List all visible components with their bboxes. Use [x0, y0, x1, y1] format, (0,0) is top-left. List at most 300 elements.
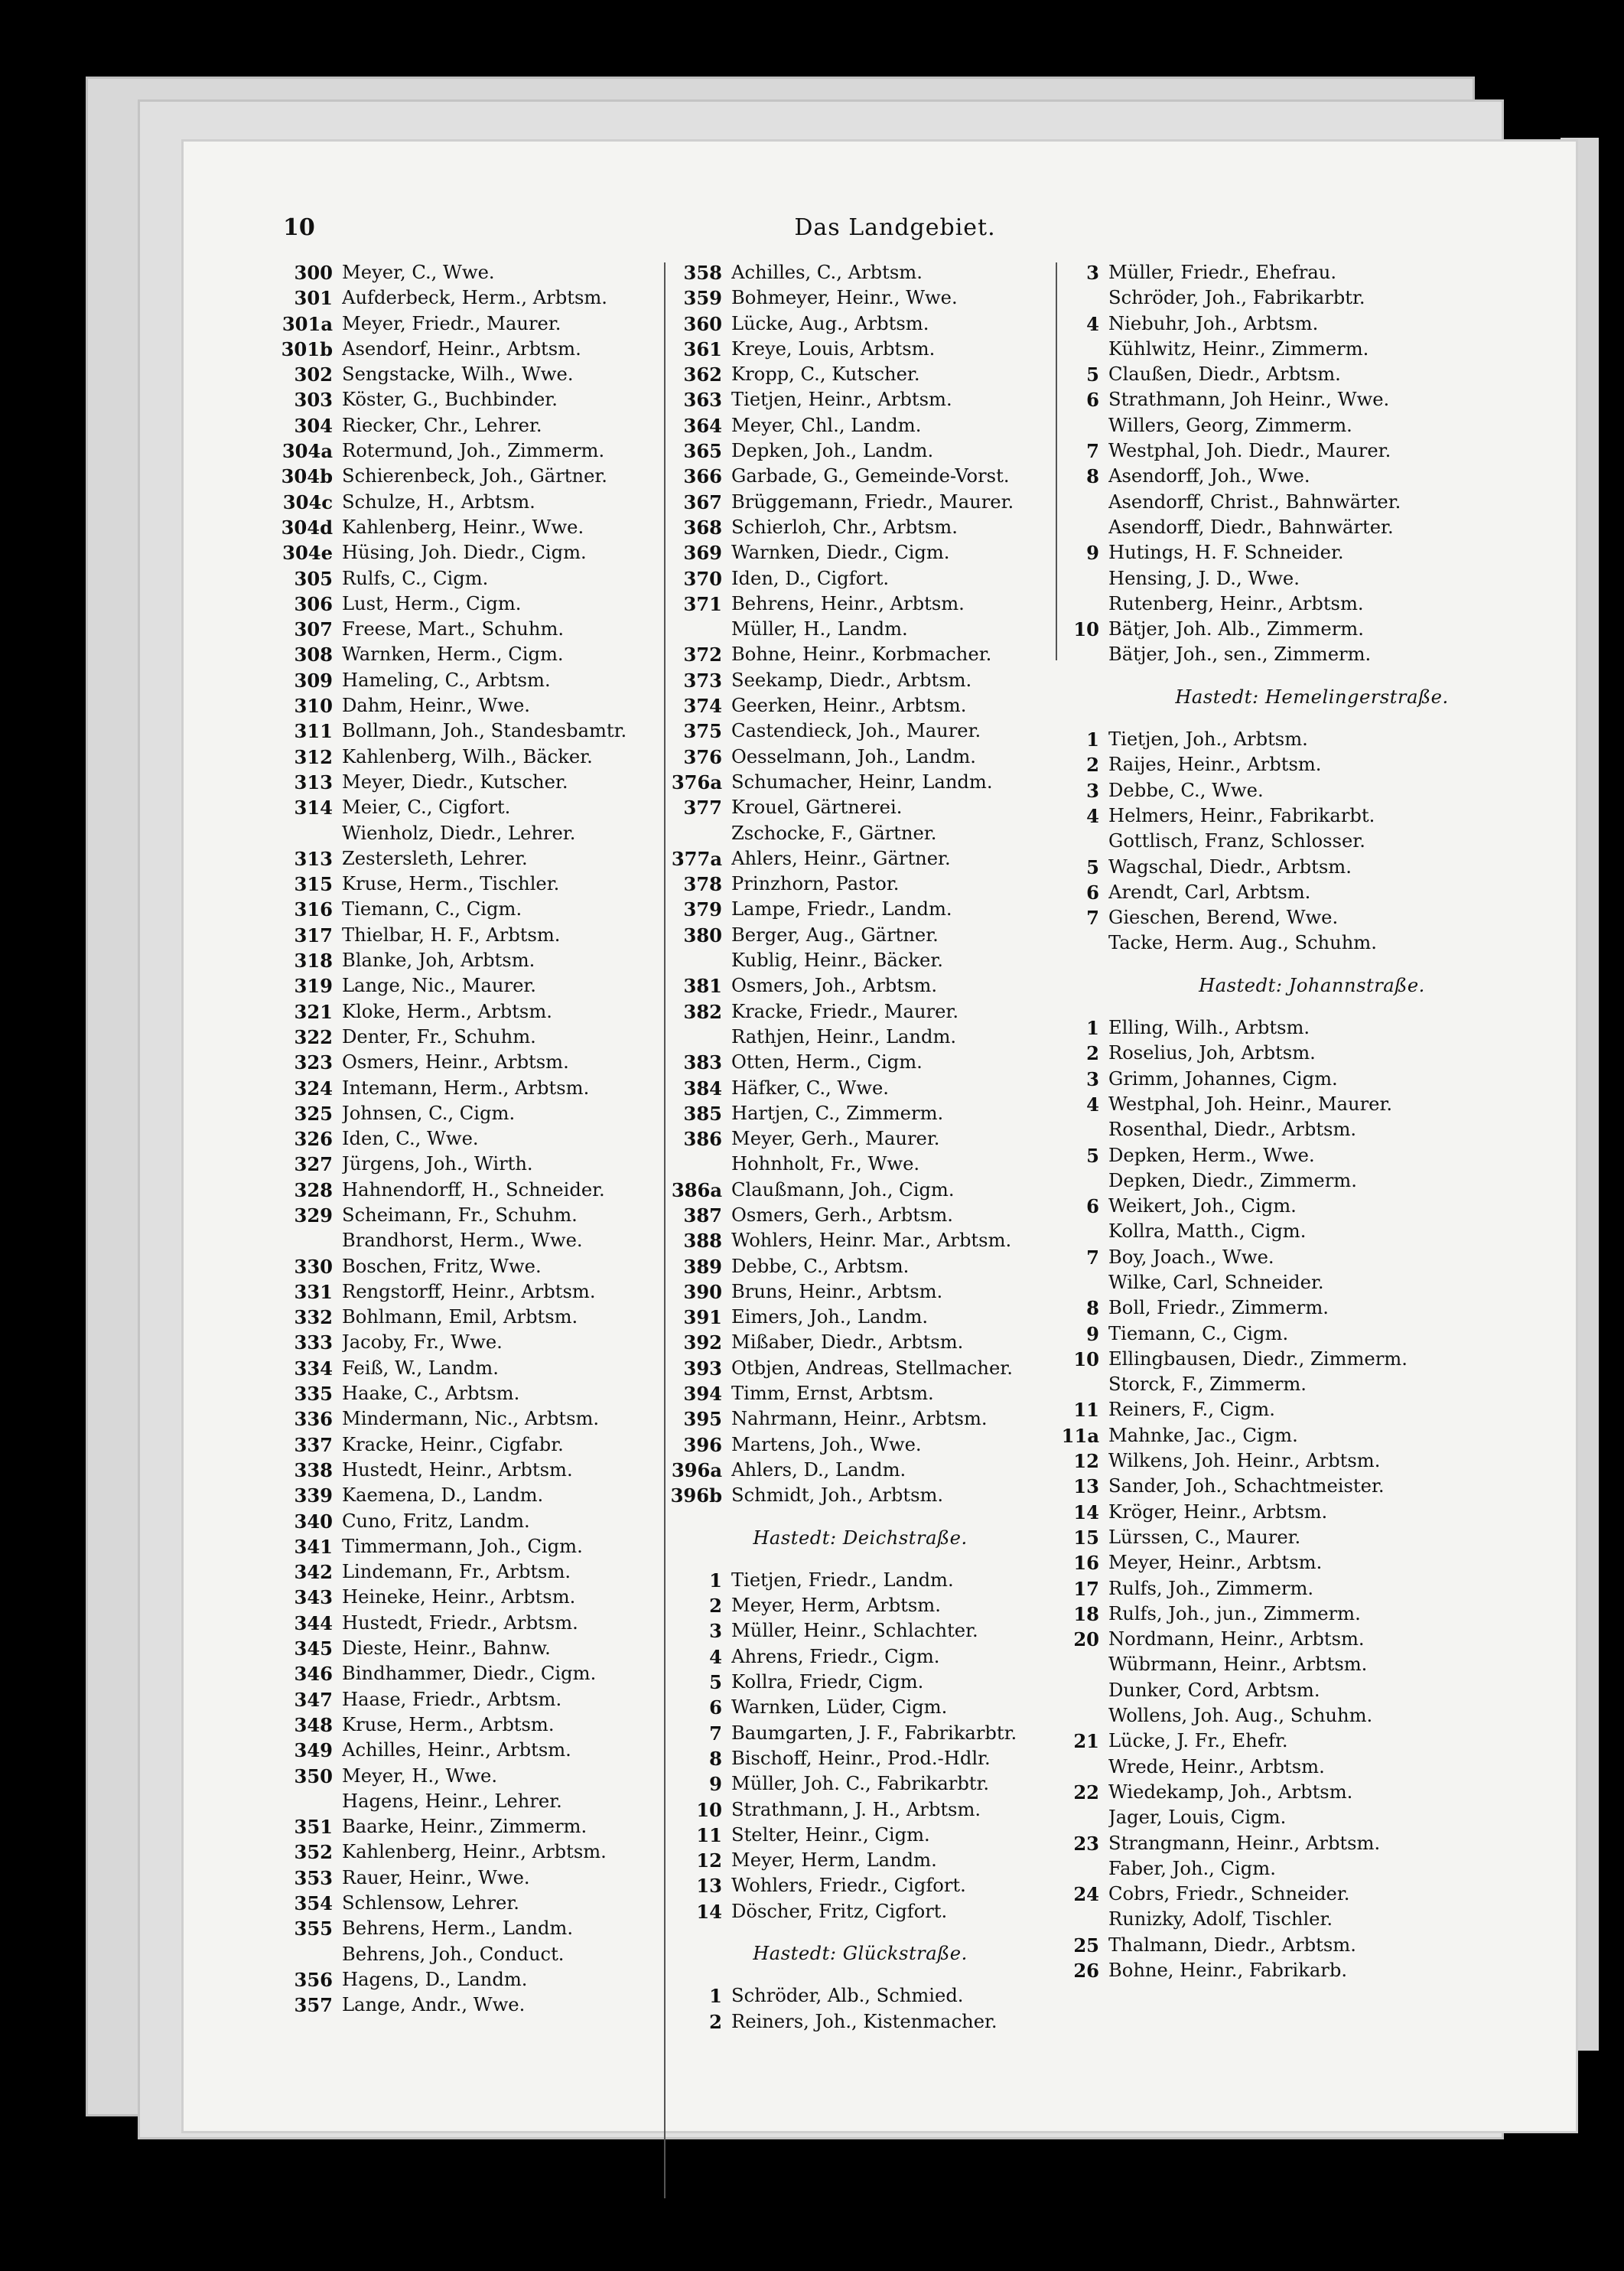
house-number: 350: [294, 1764, 333, 1787]
house-number: 344: [294, 1611, 333, 1634]
resident-entry: Tietjen, Friedr., Landm.: [731, 1569, 954, 1591]
list-item: [279, 1712, 662, 1738]
house-number: 375: [683, 720, 722, 743]
house-number: 13: [1073, 1475, 1099, 1498]
house-number: 3: [709, 1620, 722, 1643]
house-number: [1059, 490, 1108, 515]
house-number: 25: [1073, 1934, 1099, 1957]
house-number: 369: [683, 542, 722, 565]
list-item: [667, 1101, 1053, 1126]
house-number: 18: [1073, 1602, 1099, 1625]
list-item: [667, 1076, 1053, 1101]
resident-entry: Hüsing, Joh. Diedr., Cigm.: [342, 542, 587, 564]
house-number: 7: [1086, 440, 1099, 463]
street-heading: Hastedt: Johannstraße.: [1199, 974, 1425, 996]
resident-entry: Kaemena, D., Landm.: [342, 1484, 544, 1507]
house-number: 9: [709, 1773, 722, 1796]
street-heading: Hastedt: Hemelingerstraße.: [1175, 686, 1449, 708]
resident-entry: Müller, H., Landm.: [731, 618, 908, 640]
list-item: [279, 1279, 662, 1305]
resident-entry: Kühlwitz, Heinr., Zimmerm.: [1108, 337, 1369, 360]
house-number: [1059, 566, 1108, 591]
house-number: 337: [294, 1433, 333, 1456]
house-number: 5: [709, 1671, 722, 1694]
list-item: [667, 795, 1053, 820]
resident-entry: Asendorff, Joh., Wwe.: [1108, 465, 1310, 487]
house-number: 1: [709, 1985, 722, 2008]
list-item: [279, 821, 662, 846]
list-item: [667, 591, 1053, 617]
list-item: [1059, 1500, 1564, 1525]
list-item: [667, 285, 1053, 311]
house-number: 4: [709, 1645, 722, 1668]
resident-entry: Castendieck, Joh., Maurer.: [731, 720, 981, 742]
list-item: [1059, 1576, 1564, 1601]
column-rule: [1056, 262, 1057, 660]
resident-entry: Heineke, Heinr., Arbtsm.: [342, 1586, 576, 1608]
house-number: 385: [683, 1102, 722, 1125]
list-item: [279, 846, 662, 872]
house-number: 378: [683, 873, 722, 896]
list-item: [279, 1126, 662, 1152]
house-number: 330: [294, 1255, 333, 1278]
list-item: [1059, 1958, 1564, 1983]
list-item: [1059, 1194, 1564, 1219]
list-item: [667, 1432, 1053, 1458]
house-number: 9: [1086, 542, 1099, 565]
resident-entry: Depken, Joh., Landm.: [731, 440, 934, 462]
resident-entry: Bruns, Heinr., Arbtsm.: [731, 1280, 943, 1302]
list-item: [279, 923, 662, 948]
list-item: [279, 1611, 662, 1636]
resident-entry: Bohlmann, Emil, Arbtsm.: [342, 1306, 578, 1328]
house-number: 14: [1073, 1500, 1099, 1523]
house-number: 11a: [1061, 1424, 1099, 1447]
resident-entry: Strathmann, J. H., Arbtsm.: [731, 1798, 981, 1820]
house-number: 1: [709, 1569, 722, 1592]
house-number: 3: [1086, 779, 1099, 802]
house-number: 4: [1086, 804, 1099, 827]
resident-entry: Meyer, Gerh., Maurer.: [731, 1128, 940, 1150]
house-number: 323: [294, 1051, 333, 1074]
list-item: [667, 1873, 1053, 1898]
list-item: [667, 923, 1053, 948]
list-item: [279, 1101, 662, 1126]
house-number: [1059, 642, 1108, 667]
resident-entry: Seekamp, Diedr., Arbtsm.: [731, 669, 972, 691]
house-number: 324: [294, 1077, 333, 1100]
list-item: [1059, 1092, 1564, 1117]
house-number: 321: [294, 1000, 333, 1023]
house-number: [1059, 1703, 1108, 1729]
house-number: 339: [294, 1484, 333, 1507]
list-item: [667, 1458, 1053, 1483]
resident-entry: Meyer, Friedr., Maurer.: [342, 312, 561, 334]
list-item: [667, 1797, 1053, 1823]
resident-entry: Helmers, Heinr., Fabrikarbt.: [1108, 804, 1375, 826]
resident-entry: Feiß, W., Landm.: [342, 1357, 499, 1379]
resident-entry: Rulfs, Joh., jun., Zimmerm.: [1108, 1602, 1361, 1624]
resident-entry: Schierloh, Chr., Arbtsm.: [731, 516, 958, 538]
resident-entry: Tietjen, Joh., Arbtsm.: [1108, 728, 1308, 751]
list-item: [279, 770, 662, 795]
resident-entry: Lampe, Friedr., Landm.: [731, 898, 952, 920]
resident-entry: Meyer, C., Wwe.: [342, 262, 495, 283]
house-number: 8: [1086, 465, 1099, 488]
resident-entry: Iden, C., Wwe.: [342, 1128, 479, 1150]
list-item: [1059, 1601, 1564, 1627]
list-item: [667, 260, 1053, 285]
house-number: [279, 1228, 342, 1253]
resident-entry: Wohlers, Heinr. Mar., Arbtsm.: [731, 1230, 1012, 1252]
house-number: [1059, 1270, 1108, 1295]
resident-entry: Wohlers, Friedr., Cigfort.: [731, 1875, 966, 1897]
house-number: 329: [294, 1204, 333, 1227]
house-number: 5: [1086, 1144, 1099, 1167]
list-item: [279, 1356, 662, 1381]
list-item: [279, 1738, 662, 1763]
house-number: 377a: [671, 847, 722, 870]
list-item: [279, 1865, 662, 1891]
resident-entry: Hustedt, Friedr., Arbtsm.: [342, 1611, 578, 1634]
list-item: [667, 413, 1053, 438]
house-number: 312: [294, 745, 333, 768]
list-item: [1059, 829, 1564, 854]
list-item: [667, 1025, 1053, 1050]
house-number: 10: [1073, 1347, 1099, 1370]
house-number: 1: [1086, 728, 1099, 751]
list-item: [667, 464, 1053, 489]
resident-entry: Schröder, Joh., Fabrikarbtr.: [1108, 287, 1365, 309]
house-number: 7: [709, 1722, 722, 1745]
list-item: [279, 1636, 662, 1661]
resident-entry: Runizky, Adolf, Tischler.: [1108, 1908, 1333, 1931]
resident-entry: Müller, Joh. C., Fabrikarbtr.: [731, 1773, 990, 1795]
resident-entry: Nordmann, Heinr., Arbtsm.: [1108, 1628, 1365, 1650]
house-number: 392: [683, 1331, 722, 1354]
resident-entry: Kracke, Heinr., Cigfabr.: [342, 1433, 564, 1455]
resident-entry: Jacoby, Fr., Wwe.: [342, 1331, 503, 1354]
resident-entry: Behrens, Herm., Landm.: [342, 1917, 574, 1940]
house-number: [1059, 1117, 1108, 1142]
list-item: [667, 1126, 1053, 1152]
resident-entry: Ahlers, Heinr., Gärtner.: [731, 847, 951, 869]
house-number: 6: [1086, 1195, 1099, 1218]
list-item: [667, 770, 1053, 795]
resident-entry: Wübrmann, Heinr., Arbtsm.: [1108, 1654, 1368, 1676]
resident-entry: Meyer, Chl., Landm.: [731, 414, 922, 436]
list-item: [667, 617, 1053, 642]
resident-entry: Warnken, Diedr., Cigm.: [731, 542, 950, 564]
list-item: [667, 1228, 1053, 1253]
house-number: [667, 617, 731, 642]
list-item: [667, 1279, 1053, 1305]
house-number: 313: [294, 771, 333, 793]
resident-entry: Lindemann, Fr., Arbtsm.: [342, 1561, 571, 1583]
house-number: 336: [294, 1408, 333, 1431]
list-item: [279, 642, 662, 667]
list-item: [1059, 727, 1564, 752]
resident-entry: Ahlers, D., Landm.: [731, 1458, 906, 1481]
house-number: 393: [683, 1357, 722, 1380]
house-number: 23: [1073, 1832, 1099, 1855]
list-item: [279, 438, 662, 464]
list-item: [279, 260, 662, 285]
resident-entry: Hustedt, Heinr., Arbtsm.: [342, 1458, 573, 1481]
house-number: 325: [294, 1102, 333, 1125]
resident-entry: Aufderbeck, Herm., Arbtsm.: [342, 287, 607, 309]
resident-entry: Boschen, Fritz, Wwe.: [342, 1255, 542, 1277]
resident-entry: Weikert, Joh., Cigm.: [1108, 1195, 1297, 1217]
list-item: [667, 566, 1053, 591]
resident-entry: Kracke, Friedr., Maurer.: [731, 1000, 959, 1022]
house-number: 331: [294, 1280, 333, 1303]
resident-entry: Döscher, Fritz, Cigfort.: [731, 1900, 948, 1922]
list-item: [279, 693, 662, 718]
resident-entry: Osmers, Heinr., Arbtsm.: [342, 1051, 569, 1074]
list-item: [1059, 752, 1564, 777]
list-item: [1059, 1270, 1564, 1295]
resident-entry: Roselius, Joh, Arbtsm.: [1108, 1042, 1316, 1064]
house-number: 396b: [670, 1484, 722, 1507]
house-number: 2: [1086, 754, 1099, 777]
resident-entry: Johnsen, C., Cigm.: [342, 1102, 516, 1124]
resident-entry: Wilke, Carl, Schneider.: [1108, 1271, 1324, 1293]
resident-entry: Martens, Joh., Wwe.: [731, 1433, 922, 1455]
house-number: 301b: [281, 337, 333, 360]
resident-entry: Nahrmann, Heinr., Arbtsm.: [731, 1408, 988, 1430]
house-number: 358: [683, 262, 722, 284]
house-number: 383: [683, 1051, 722, 1074]
list-item: [667, 1568, 1053, 1593]
house-number: 332: [294, 1306, 333, 1329]
resident-entry: Gottlisch, Franz, Schlosser.: [1108, 830, 1365, 852]
house-number: 2: [709, 1595, 722, 1618]
house-number: 21: [1073, 1730, 1099, 1753]
list-item: [279, 1942, 662, 1967]
house-number: [667, 821, 731, 846]
list-item: [667, 515, 1053, 540]
house-number: 387: [683, 1204, 722, 1227]
house-number: 348: [294, 1713, 333, 1736]
house-number: 390: [683, 1280, 722, 1303]
resident-entry: Wienholz, Diedr., Lehrer.: [342, 822, 576, 844]
house-number: [1059, 1907, 1108, 1932]
list-item: [1059, 1015, 1564, 1041]
resident-entry: Kahlenberg, Heinr., Wwe.: [342, 516, 584, 538]
resident-entry: Lange, Andr., Wwe.: [342, 1994, 526, 2016]
list-item: [1059, 285, 1564, 311]
resident-entry: Rulfs, Joh., Zimmerm.: [1108, 1577, 1314, 1599]
resident-entry: Asendorff, Diedr., Bahnwärter.: [1108, 516, 1394, 538]
resident-entry: Ahrens, Friedr., Cigm.: [731, 1645, 940, 1667]
resident-entry: Krouel, Gärtnerei.: [731, 797, 903, 819]
list-item: [279, 1178, 662, 1203]
resident-entry: Schröder, Alb., Schmied.: [731, 1985, 964, 2007]
house-number: 322: [294, 1025, 333, 1048]
list-item: [1059, 778, 1564, 803]
resident-entry: Asendorf, Heinr., Arbtsm.: [342, 337, 581, 360]
house-number: 340: [294, 1510, 333, 1533]
house-number: 346: [294, 1663, 333, 1686]
resident-entry: Reiners, F., Cigm.: [1108, 1399, 1275, 1421]
list-item: [1059, 387, 1564, 412]
directory-page: [184, 142, 1576, 2131]
house-number: 367: [683, 490, 722, 513]
house-number: 394: [683, 1383, 722, 1406]
list-item: [279, 362, 662, 387]
list-item: [279, 540, 662, 565]
resident-entry: Elling, Wilh., Arbtsm.: [1108, 1017, 1310, 1039]
house-number: [1059, 1168, 1108, 1194]
resident-entry: Strathmann, Joh Heinr., Wwe.: [1108, 389, 1390, 411]
resident-entry: Kollra, Matth., Cigm.: [1108, 1220, 1307, 1243]
house-number: 347: [294, 1688, 333, 1711]
house-number: 366: [683, 465, 722, 488]
house-number: 316: [294, 898, 333, 921]
house-number: 353: [294, 1866, 333, 1889]
house-number: 24: [1073, 1883, 1099, 1906]
house-number: 355: [294, 1917, 333, 1940]
house-number: 304a: [282, 440, 333, 463]
house-number: 11: [1073, 1399, 1099, 1422]
house-number: 376a: [671, 771, 722, 793]
house-number: [1059, 930, 1108, 956]
list-item: [1059, 1755, 1564, 1780]
list-item: [667, 1330, 1053, 1355]
resident-entry: Hartjen, C., Zimmerm.: [731, 1102, 944, 1124]
resident-entry: Intemann, Herm., Arbtsm.: [342, 1077, 590, 1099]
list-item: [279, 1050, 662, 1075]
resident-entry: Kublig, Heinr., Bäcker.: [731, 950, 943, 972]
house-number: 319: [294, 975, 333, 998]
list-item: [667, 311, 1053, 337]
list-item: [1059, 1652, 1564, 1677]
house-number: 301a: [282, 312, 333, 335]
house-number: 304e: [282, 542, 333, 565]
page-number: 10: [283, 214, 315, 241]
house-number: [279, 1789, 342, 1814]
resident-entry: Hahnendorff, H., Schneider.: [342, 1178, 605, 1201]
list-item: [667, 1721, 1053, 1746]
street-heading: Hastedt: Glückstraße.: [753, 1943, 968, 1964]
house-number: 15: [1073, 1526, 1099, 1549]
house-number: 304: [294, 414, 333, 437]
resident-entry: Baumgarten, J. F., Fabrikarbtr.: [731, 1722, 1017, 1744]
resident-entry: Kropp, C., Kutscher.: [731, 363, 920, 386]
list-item: [279, 413, 662, 438]
list-item: [279, 515, 662, 540]
list-item: [667, 1823, 1053, 1848]
house-number: 14: [696, 1900, 722, 1923]
list-item: [1059, 855, 1564, 880]
resident-entry: Osmers, Gerh., Arbtsm.: [731, 1204, 953, 1226]
list-item: [1059, 1550, 1564, 1575]
list-item: [1059, 880, 1564, 905]
resident-entry: Zschocke, F., Gärtner.: [731, 822, 937, 844]
resident-entry: Cobrs, Friedr., Schneider.: [1108, 1883, 1350, 1905]
list-item: [1059, 1295, 1564, 1321]
resident-entry: Lücke, Aug., Arbtsm.: [731, 312, 929, 334]
resident-entry: Faber, Joh., Cigm.: [1108, 1857, 1276, 1879]
house-number: 304d: [281, 516, 333, 539]
list-item: [1059, 1805, 1564, 1830]
list-item: [667, 973, 1053, 999]
list-item: [667, 1899, 1053, 1924]
resident-entry: Debbe, C., Wwe.: [1108, 779, 1264, 801]
resident-entry: Schulze, H., Arbtsm.: [342, 490, 535, 513]
house-number: 7: [1086, 907, 1099, 930]
resident-entry: Baarke, Heinr., Zimmerm.: [342, 1816, 587, 1838]
resident-entry: Wagschal, Diedr., Arbtsm.: [1108, 855, 1352, 878]
resident-entry: Mißaber, Diedr., Arbtsm.: [731, 1331, 964, 1354]
house-number: 341: [294, 1535, 333, 1558]
resident-entry: Dahm, Heinr., Wwe.: [342, 695, 530, 717]
house-number: 395: [683, 1408, 722, 1431]
resident-entry: Kruse, Herm., Arbtsm.: [342, 1713, 555, 1735]
resident-entry: Debbe, C., Arbtsm.: [731, 1255, 910, 1277]
resident-entry: Warnken, Herm., Cigm.: [342, 644, 564, 666]
resident-entry: Otten, Herm., Cigm.: [731, 1051, 923, 1074]
house-number: 317: [294, 924, 333, 947]
resident-entry: Müller, Friedr., Ehefrau.: [1108, 262, 1337, 283]
list-item: [279, 1534, 662, 1559]
house-number: [1059, 1652, 1108, 1677]
list-item: [667, 1848, 1053, 1873]
list-item: [279, 1076, 662, 1101]
list-item: [279, 1585, 662, 1610]
list-item: [667, 1670, 1053, 1695]
list-item: [1059, 803, 1564, 829]
resident-entry: Geerken, Heinr., Arbtsm.: [731, 695, 967, 717]
resident-entry: Niebuhr, Joh., Arbtsm.: [1108, 312, 1319, 334]
list-item: [667, 872, 1053, 897]
resident-entry: Wollens, Joh. Aug., Schuhm.: [1108, 1705, 1373, 1727]
list-item: [667, 1203, 1053, 1228]
resident-entry: Tacke, Herm. Aug., Schuhm.: [1108, 932, 1377, 954]
resident-entry: Dieste, Heinr., Bahnw.: [342, 1637, 551, 1660]
list-item: [279, 464, 662, 489]
house-number: [1059, 591, 1108, 617]
list-item: [279, 337, 662, 362]
house-number: 374: [683, 695, 722, 718]
house-number: 20: [1073, 1628, 1099, 1651]
resident-entry: Hagens, Heinr., Lehrer.: [342, 1790, 562, 1812]
house-number: 335: [294, 1383, 333, 1406]
resident-entry: Claußen, Diedr., Arbtsm.: [1108, 363, 1341, 386]
house-number: 365: [683, 440, 722, 463]
resident-entry: Riecker, Chr., Lehrer.: [342, 414, 542, 436]
house-number: 391: [683, 1306, 722, 1329]
house-number: 1: [1086, 1017, 1099, 1040]
resident-entry: Kruse, Herm., Tischler.: [342, 873, 560, 895]
house-number: 351: [294, 1816, 333, 1839]
house-number: 386: [683, 1128, 722, 1151]
house-number: 361: [683, 337, 722, 360]
list-item: [1059, 1347, 1564, 1372]
resident-entry: Scheimann, Fr., Schuhm.: [342, 1204, 578, 1226]
house-number: 305: [294, 567, 333, 590]
list-item: [1059, 1423, 1564, 1448]
house-number: 12: [1073, 1450, 1099, 1473]
resident-entry: Lürssen, C., Maurer.: [1108, 1526, 1301, 1548]
resident-entry: Behrens, Joh., Conduct.: [342, 1943, 565, 1965]
house-number: 6: [1086, 389, 1099, 412]
house-number: 396a: [671, 1458, 722, 1481]
list-item: [279, 1764, 662, 1789]
house-number: [279, 1942, 342, 1967]
list-item: [667, 438, 1053, 464]
